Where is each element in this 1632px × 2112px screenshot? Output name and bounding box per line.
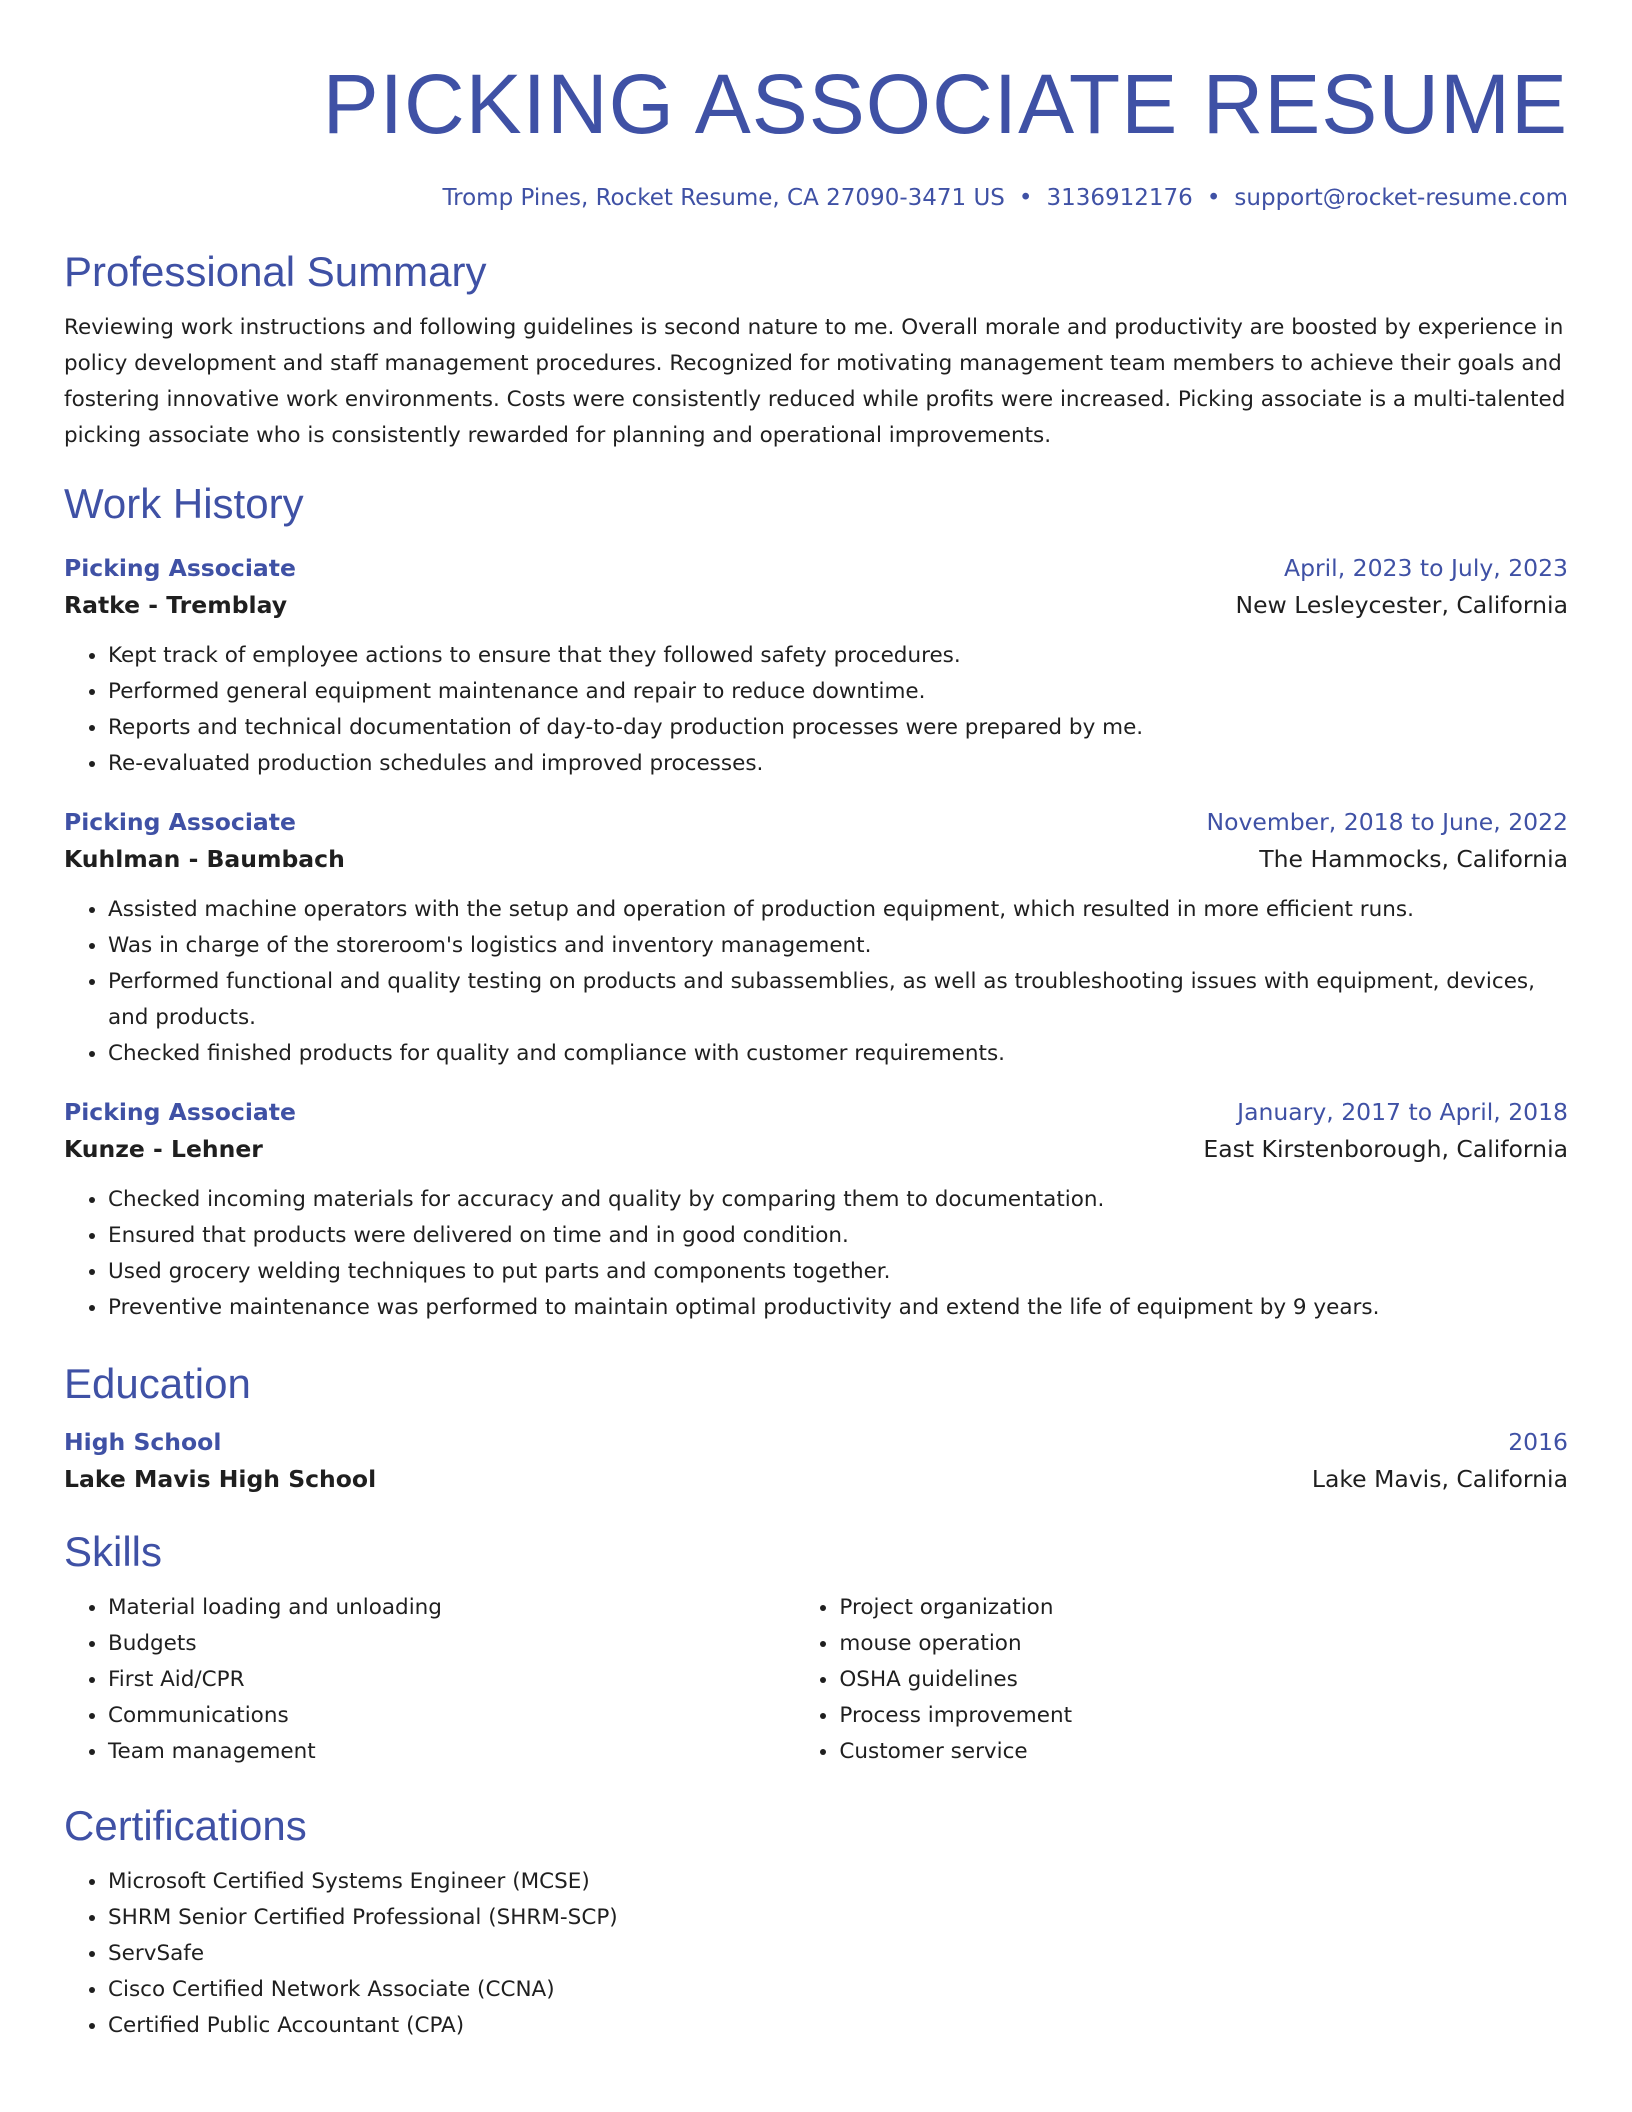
certifications-heading: Certifications — [64, 1802, 307, 1849]
resume-header — [64, 48, 1568, 214]
skill-item: • Communications — [108, 1698, 795, 1734]
contact-line — [64, 182, 1568, 214]
job-title-row — [64, 1094, 1568, 1130]
certification-item: • Cisco Certified Network Associate (CCNA) — [108, 1972, 1568, 2008]
skill-item: • Process improvement — [839, 1698, 1568, 1734]
list-item: • Ensured that products were delivered on time and in good condition. — [108, 1218, 1568, 1254]
list-item: • Performed functional and quality testing on products and subassemblies, as well as troubleshooting issues with equipment, devices, and products. — [108, 964, 1568, 1036]
contact-email: support@rocket-resume.com — [1234, 185, 1568, 211]
job-location: The Hammocks, California — [1259, 845, 1568, 873]
skills-left-list — [64, 1590, 795, 1770]
job-company: Kunze - Lehner — [64, 1135, 263, 1163]
skill-item: • Customer service — [839, 1734, 1568, 1770]
job-company-row — [64, 586, 1568, 624]
resume-title: PICKING ASSOCIATE RESUME — [322, 57, 1568, 151]
job-company: Kuhlman - Baumbach — [64, 845, 345, 873]
contact-separator: • — [1206, 185, 1221, 211]
job-dates: November, 2018 to June, 2022 — [1206, 808, 1568, 836]
list-item: • Checked finished products for quality and compliance with customer requirements. — [108, 1036, 1568, 1072]
skill-item: • Budgets — [108, 1626, 795, 1662]
job-dates: January, 2017 to April, 2018 — [1237, 1098, 1568, 1126]
education-degree: High School — [64, 1428, 222, 1456]
skill-item: • mouse operation — [839, 1626, 1568, 1662]
job-bullets — [64, 638, 1568, 782]
list-item: • Re-evaluated production schedules and improved processes. — [108, 746, 1568, 782]
summary-text: Reviewing work instructions and following guidelines is second nature to me. Overall morale and productivity are boosted by experience in policy development and staff management procedures. Recognized for motivating management team members to achieve their goals and fostering innovative work environments. Costs were consistently reduced while profits were increased. Picking associate is a multi-talented picking associate who is consistently rewarded for planning and operational improvements. — [64, 315, 1566, 448]
education-heading: Education — [64, 1360, 251, 1407]
job-entry — [64, 804, 1568, 1072]
job-role: Picking Associate — [64, 1098, 296, 1126]
education-school: Lake Mavis High School — [64, 1465, 377, 1493]
education-location: Lake Mavis, California — [1311, 1465, 1568, 1493]
job-role: Picking Associate — [64, 808, 296, 836]
list-item: • Was in charge of the storeroom's logistics and inventory management. — [108, 928, 1568, 964]
certification-item: • Certified Public Accountant (CPA) — [108, 2008, 1568, 2044]
list-item: • Performed general equipment maintenance and repair to reduce downtime. — [108, 674, 1568, 710]
skill-item: • Material loading and unloading — [108, 1590, 795, 1626]
list-item: • Checked incoming materials for accuracy and quality by comparing them to documentation. — [108, 1182, 1568, 1218]
contact-separator: • — [1018, 185, 1033, 211]
contact-phone: 3136912176 — [1046, 185, 1193, 211]
work-history-section — [64, 478, 1568, 1326]
skill-item: • Project organization — [839, 1590, 1568, 1626]
job-company-row — [64, 1130, 1568, 1168]
summary-heading: Professional Summary — [64, 248, 487, 295]
skill-item: • First Aid/CPR — [108, 1662, 795, 1698]
skill-item: • OSHA guidelines — [839, 1662, 1568, 1698]
list-item: • Preventive maintenance was performed to maintain optimal productivity and extend the life of equipment by 9 years. — [108, 1290, 1568, 1326]
job-entry — [64, 1094, 1568, 1326]
skills-columns — [64, 1590, 1568, 1770]
education-degree-row — [64, 1424, 1568, 1460]
certification-item: • SHRM Senior Certified Professional (SHRM-SCP) — [108, 1900, 1568, 1936]
certifications-list — [64, 1864, 1568, 2044]
job-dates: April, 2023 to July, 2023 — [1284, 554, 1568, 582]
skills-right-list — [795, 1590, 1568, 1770]
education-section — [64, 1358, 1568, 1498]
certifications-section — [64, 1800, 1568, 2044]
skills-heading: Skills — [64, 1528, 163, 1575]
education-school-row — [64, 1460, 1568, 1498]
job-location: East Kirstenborough, California — [1203, 1135, 1568, 1163]
job-title-row — [64, 804, 1568, 840]
job-company: Ratke - Tremblay — [64, 591, 288, 619]
skill-item: • Team management — [108, 1734, 795, 1770]
list-item: • Kept track of employee actions to ensure that they followed safety procedures. — [108, 638, 1568, 674]
job-role: Picking Associate — [64, 554, 296, 582]
list-item: • Assisted machine operators with the setup and operation of production equipment, which resulted in more efficient runs. — [108, 892, 1568, 928]
job-company-row — [64, 840, 1568, 878]
list-item: • Reports and technical documentation of day-to-day production processes were prepared by me. — [108, 710, 1568, 746]
certification-item: • ServSafe — [108, 1936, 1568, 1972]
job-bullets — [64, 1182, 1568, 1326]
contact-address: Tromp Pines, Rocket Resume, CA 27090-3471 US — [442, 185, 1005, 211]
job-title-row — [64, 550, 1568, 586]
education-year: 2016 — [1508, 1428, 1568, 1456]
job-bullets — [64, 892, 1568, 1072]
skills-section — [64, 1526, 1568, 1770]
job-location: New Lesleycester, California — [1235, 591, 1568, 619]
work-history-heading: Work History — [64, 480, 304, 527]
certification-item: • Microsoft Certified Systems Engineer (MCSE) — [108, 1864, 1568, 1900]
list-item: • Used grocery welding techniques to put parts and components together. — [108, 1254, 1568, 1290]
job-entry — [64, 550, 1568, 782]
education-entry — [64, 1424, 1568, 1498]
summary-section — [64, 246, 1568, 454]
